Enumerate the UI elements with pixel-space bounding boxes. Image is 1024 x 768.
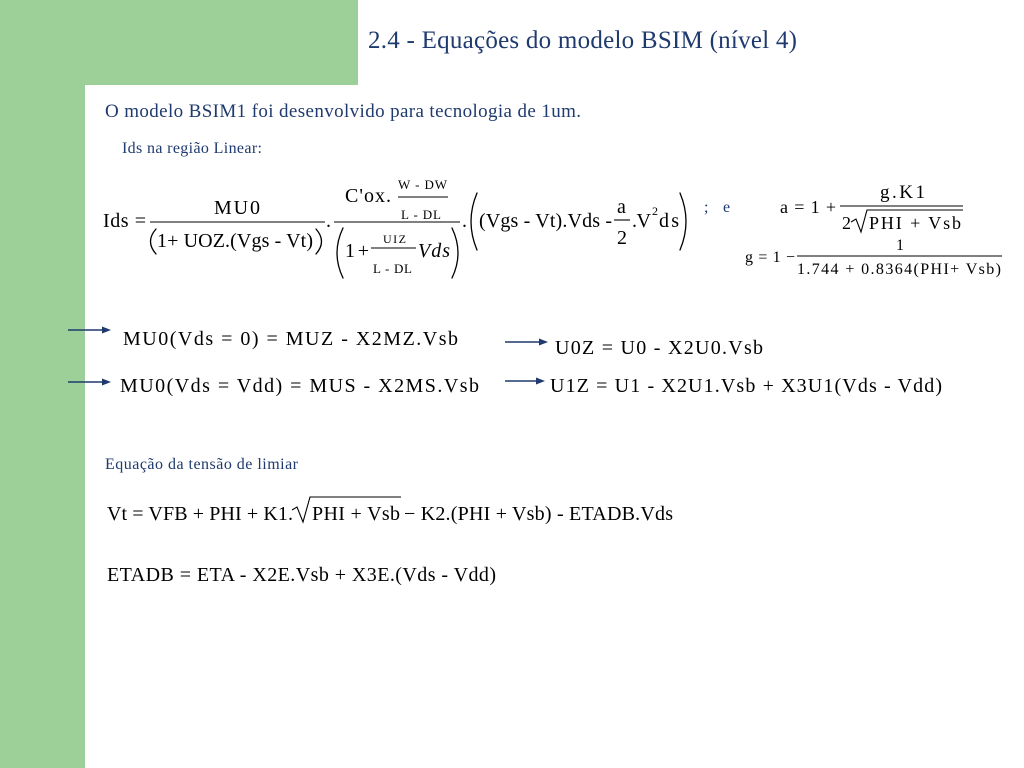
accent-band-top — [0, 0, 358, 85]
field-denominator: L - DL — [373, 261, 412, 276]
threshold-label: Equação da tensão de limiar — [105, 456, 298, 473]
vt-lead: Vt = VFB + PHI + K1. — [107, 503, 293, 525]
field-variable: Vds — [418, 240, 450, 262]
separator-conjunction: e — [723, 199, 731, 216]
separator-semicolon: ; — [704, 199, 709, 216]
accent-band-left — [0, 0, 85, 768]
product-dot: . — [462, 210, 467, 232]
a-numerator: a — [617, 196, 626, 218]
field-numerator: UIZ — [383, 232, 406, 246]
width-numerator: W - DW — [398, 177, 447, 192]
mobility-numerator: MU0 — [214, 197, 260, 219]
a-radicand: PHI + Vsb — [869, 213, 961, 233]
mobility-relation-u1z: U1Z = U1 - X2U1.Vsb + X3U1(Vds - Vdd) — [550, 375, 942, 397]
g-lhs: g = 1 − — [745, 249, 795, 266]
a-lhs: a = 1 + — [780, 197, 836, 217]
vt-radicand: PHI + Vsb — [312, 503, 400, 525]
v-term: .V — [632, 210, 651, 232]
v-exponent: 2 — [652, 204, 658, 218]
product-dot: . — [326, 210, 331, 232]
cox-numerator: C'ox. — [345, 185, 391, 207]
vt-tail: − K2.(PHI + Vsb) - ETADB.Vds — [404, 503, 673, 525]
a-numerator: g.K1 — [880, 182, 925, 203]
mobility-relation-mu0-zero: MU0(Vds = 0) = MUZ - X2MZ.Vsb — [123, 328, 458, 350]
linear-region-label: Ids na região Linear: — [122, 140, 262, 157]
g-denominator: 1.744 + 0.8364(PHI+ Vsb) — [797, 261, 1001, 278]
bracket-lead: (Vgs - Vt).Vds - — [479, 210, 612, 232]
mobility-denominator: 1+ UOZ.(Vgs - Vt) — [157, 230, 313, 252]
g-numerator: 1 — [896, 237, 904, 254]
field-denominator-lead: 1+ — [345, 240, 369, 262]
a-denominator: 2 — [617, 227, 627, 249]
ids-lhs: Ids = — [103, 210, 146, 232]
intro-text: O modelo BSIM1 foi desenvolvido para tecnologia de 1um. — [105, 101, 581, 122]
slide-title: 2.4 - Equações do modelo BSIM (nível 4) — [368, 27, 797, 54]
mobility-relation-u0z: U0Z = U0 - X2U0.Vsb — [555, 337, 763, 359]
mobility-relation-mu0-vdd: MU0(Vds = Vdd) = MUS - X2MS.Vsb — [120, 375, 479, 397]
v-tail: ds — [659, 210, 679, 232]
etadb-equation: ETADB = ETA - X2E.Vsb + X3E.(Vds - Vdd) — [107, 564, 496, 586]
length-denominator: L - DL — [401, 207, 441, 222]
a-denominator-coefficient: 2 — [842, 213, 851, 233]
